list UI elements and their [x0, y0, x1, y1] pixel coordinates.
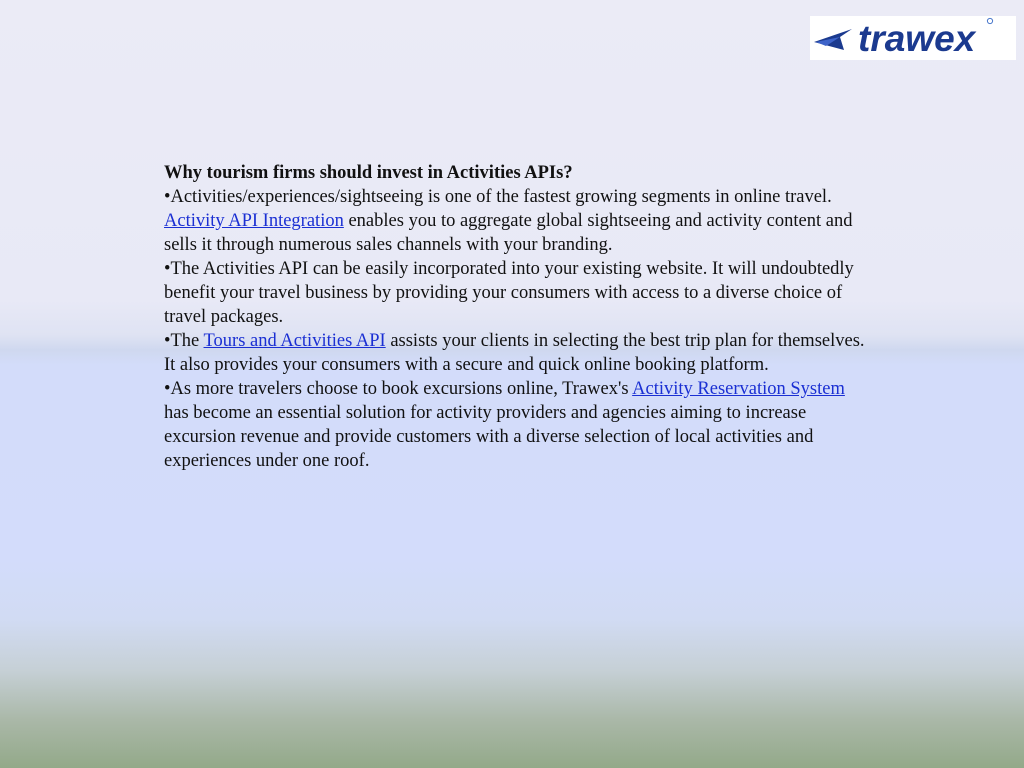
- logo-text: trawex: [858, 18, 976, 59]
- activity-reservation-system-link[interactable]: Activity Reservation System: [632, 379, 845, 399]
- paragraph-4-after: has become an essential solution for activity providers and agencies aiming to increase excursion revenue and provide customers with a diverse selection of local activities and experiences under one roof.: [164, 403, 814, 471]
- paragraph-1-after: enables you to aggregate global sightseeing and activity content and sells it through numerous sales channels with your branding.: [164, 211, 853, 255]
- trawex-logo-graphic: [810, 16, 1016, 60]
- paragraph-1: [164, 185, 869, 257]
- trawex-logo: [810, 16, 1016, 60]
- article-heading: Why tourism firms should invest in Activities APIs?: [164, 163, 573, 183]
- paragraph-3: [164, 329, 869, 377]
- activity-api-integration-link[interactable]: Activity API Integration: [164, 211, 344, 231]
- paragraph-3-after: assists your clients in selecting the best trip plan for themselves. It also provides your consumers with a secure and quick online booking platform.: [164, 331, 865, 375]
- paragraph-3-before: •The: [164, 331, 204, 351]
- tours-and-activities-api-link[interactable]: Tours and Activities API: [203, 331, 386, 351]
- paragraph-1-before: •Activities/experiences/sightseeing is one of the fastest growing segments in online travel.: [164, 187, 832, 207]
- paragraph-2: •The Activities API can be easily incorporated into your existing website. It will undoubtedly benefit your travel business by providing your consumers with access to a diverse choice of travel packages.: [164, 259, 854, 327]
- article-content: [164, 161, 869, 473]
- paragraph-4-before: •As more travelers choose to book excursions online, Trawex's: [164, 379, 633, 399]
- registered-mark-icon: [987, 18, 992, 23]
- paragraph-4: [164, 377, 869, 473]
